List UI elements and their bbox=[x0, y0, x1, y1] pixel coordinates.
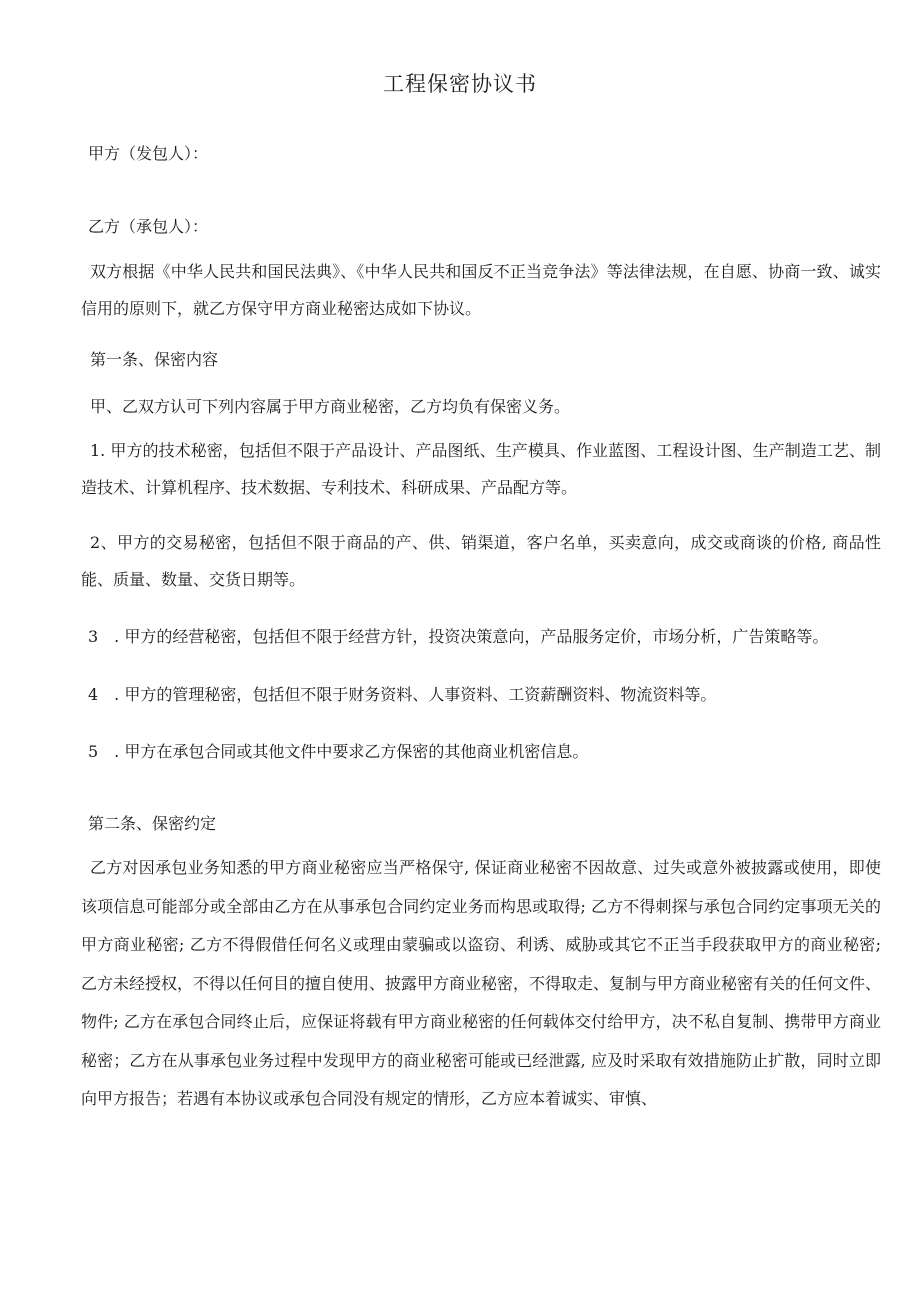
article2-body: 乙方对因承包业务知悉的甲方商业秘密应当严格保守, 保证商业秘密不因故意、过失或意外被披露或使用，即使该项信息可能部分或全部由乙方在从事承包合同约定业务而构思或取得; 乙方不得刺探与承包合同约定事项无关的甲方商业秘密; 乙方不得假借任何名义或理由蒙骗或以盗窃、利诱、威胁或其它不正当手段获取甲方的商业秘密; 乙方未经授权，不得以任何目的擅自使用、披露甲方商业秘密，不得取走、复制与甲方商业秘密有关的任何文件、物件; 乙方在承包合同终止后，应保证将载有甲方商业秘密的任何载体交付给甲方，决不私自复制、携带甲方商业秘密；乙方在从事承包业务过程中发现甲方的商业秘密可能或已经泄露, 应及时采取有效措施防止扩散，同时立即向甲方报告；若遇有本协议或承包合同没有规定的情形，乙方应本着诚实、审慎、 bbox=[81, 858, 882, 1108]
article1-item-2: 2、甲方的交易秘密，包括但不限于商品的产、供、销渠道，客户名单，买卖意向，成交或商谈的价格, 商品性能、质量、数量、交货日期等。 bbox=[81, 533, 881, 589]
article1-item-5: 5 . 甲方在承包合同或其他文件中要求乙方保密的其他商业机密信息。 bbox=[88, 742, 589, 761]
article1-item-1: 1. 甲方的技术秘密，包括但不限于产品设计、产品图纸、生产模具、作业蓝图、工程设计图、生产制造工艺、制造技术、计算机程序、技术数据、专利技术、科研成果、产品配方等。 bbox=[81, 441, 881, 497]
article1-item-4: 4 . 甲方的管理秘密，包括但不限于财务资料、人事资料、工资薪酬资料、物流资料等。 bbox=[88, 685, 717, 704]
party-b-line: 乙方（承包人）： bbox=[88, 217, 209, 236]
preamble-paragraph: 双方根据《中华人民共和国民法典》、《中华人民共和国反不正当竞争法》等法律法规，在自愿、协商一致、诚实信用的原则下，就乙方保守甲方商业秘密达成如下协议。 bbox=[81, 262, 881, 318]
party-a-line: 甲方（发包人）： bbox=[88, 144, 209, 163]
article1-heading: 第一条、保密内容 bbox=[90, 350, 219, 369]
article1-item-3: 3 . 甲方的经营秘密，包括但不限于经营方针，投资决策意向，产品服务定价，市场分析，广告策略等。 bbox=[88, 627, 829, 646]
article1-intro: 甲、乙双方认可下列内容属于甲方商业秘密，乙方均负有保密义务。 bbox=[90, 397, 571, 416]
article2-heading: 第二条、保密约定 bbox=[88, 814, 217, 833]
document-title: 工程保密协议书 bbox=[383, 72, 537, 96]
